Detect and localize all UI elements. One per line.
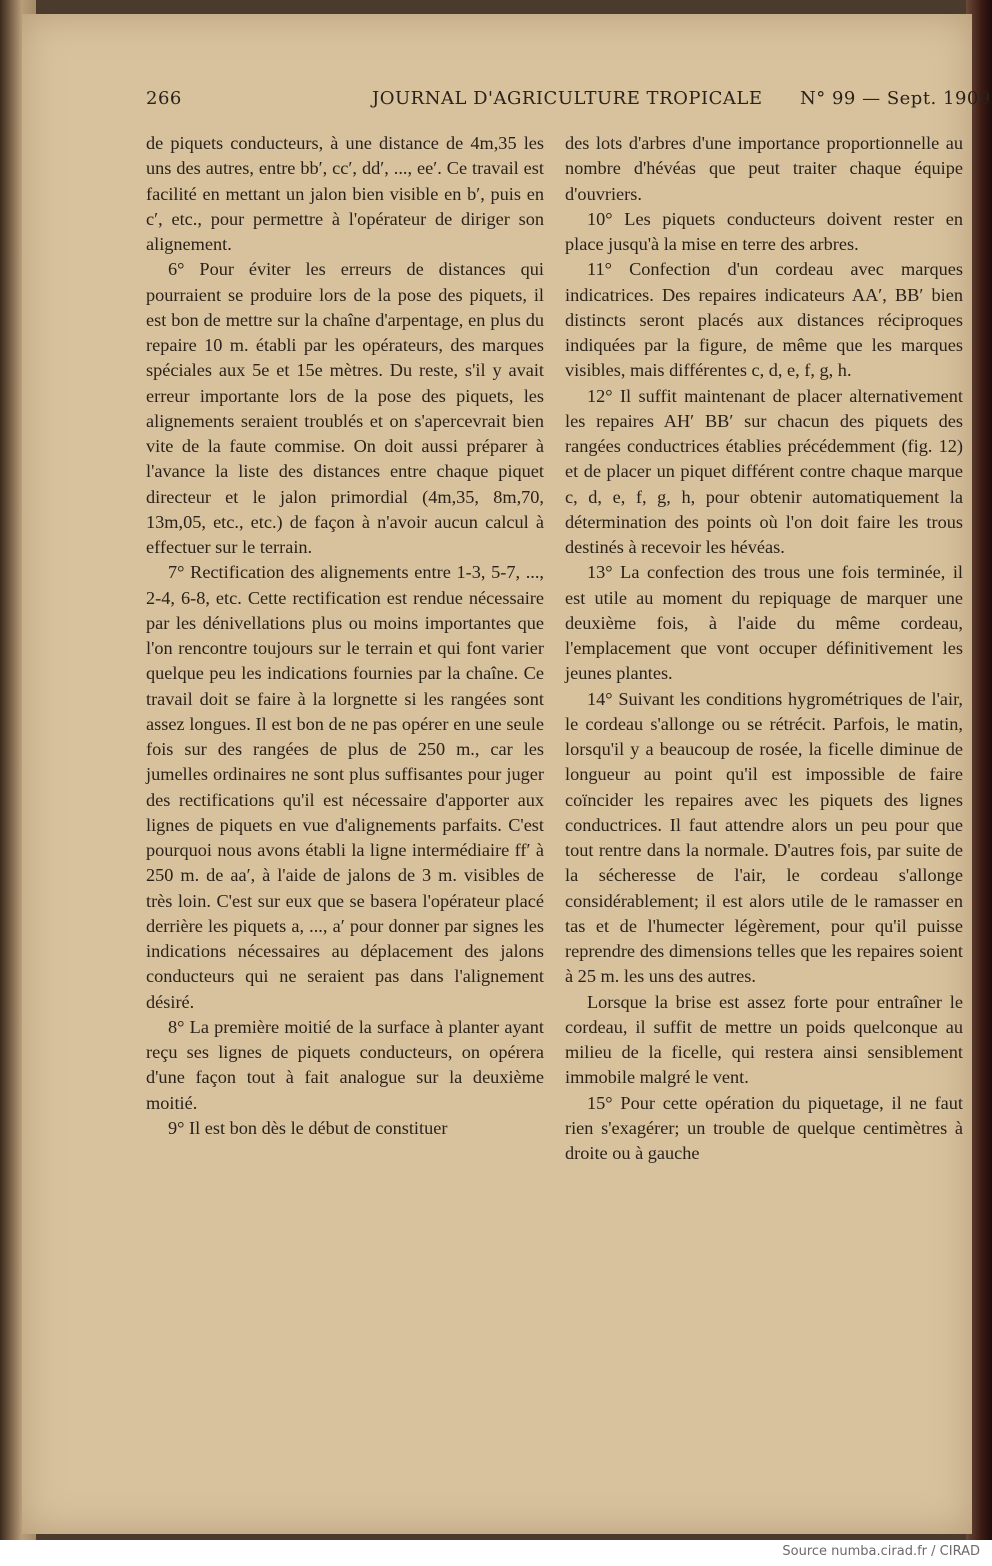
- right-paragraph-1: des lots d'arbres d'une importance proportionnelle au nombre d'hévéas que peut traiter chaque équipe d'ouvriers.: [565, 133, 963, 204]
- left-paragraph-2: 6° Pour éviter les erreurs de distances qui pourraient se produire lors de la pose des piquets, il est bon de mettre sur la chaîne d'arpentage, en plus du repaire 10 m. établi par les opérateurs, des marques spéciales aux 5e et 15e mètres. Du reste, s'il y avait erreur importante lors de la pose des piquets, les alignements seraient troublés et on s'apercevrait bien vite de la faute commise. On doit aussi préparer à l'avance la liste des distances entre chaque piquet directeur et le jalon primordial (4m,35, 8m,70, 13m,05, etc., etc.) de façon à n'avoir aucun calcul à effectuer sur le terrain.: [146, 259, 544, 557]
- journal-title: JOURNAL D'AGRICULTURE TROPICALE: [372, 88, 763, 109]
- right-paragraph-6: 14° Suivant les conditions hygrométriques de l'air, le cordeau s'allonge ou se rétrécit. Parfois, le matin, lorsqu'il y a beaucoup de rosée, la ficelle diminue de longueur au point qu'il est impossible de faire coïncider les repaires avec les piquets des lignes conductrices. Il faut attendre alors un peu pour que tout rentre dans la normale. D'autres fois, par suite de la sécheresse de l'air, le cordeau s'allonge considérablement; il est alors utile de le ramasser en tas et de l'humecter légèrement, pour qu'il puisse reprendre des dimensions telles que les repaires soient à 25 m. les uns des autres.: [565, 688, 963, 987]
- left-paragraph-5: 9° Il est bon dès le début de constituer: [168, 1117, 448, 1138]
- right-paragraph-8: 15° Pour cette opération du piquetage, il ne faut rien s'exagérer; un trouble de quelque centimètres à droite ou à gauche: [565, 1092, 963, 1163]
- right-paragraph-7: Lorsque la brise est assez forte pour entraîner le cordeau, il suffit de mettre un poids quelconque au milieu de la ficelle, qui restera ainsi sensiblement immobile malgré le vent.: [565, 991, 963, 1088]
- left-paragraph-4: 8° La première moitié de la surface à planter ayant reçu ses lignes de piquets conducteurs, on opérera d'une façon tout à fait analogue sur la deuxième moitié.: [146, 1016, 544, 1113]
- issue-label: N° 99 — Sept. 1909: [800, 88, 991, 109]
- left-paragraph-1: de piquets conducteurs, à une distance de 4m,35 les uns des autres, entre bb′, cc′, dd′, ..., ee′. Ce travail est facilité en mettant un jalon bien visible en b′, puis en c′, etc., pour permettre à l'opérateur de diriger son alignement.: [146, 133, 544, 254]
- source-credit: Source numba.cirad.fr / CIRAD: [782, 1544, 980, 1559]
- right-text-column: [565, 131, 963, 1166]
- left-text-column: [146, 131, 544, 1141]
- page-number: 266: [146, 88, 182, 109]
- right-paragraph-2: 10° Les piquets conducteurs doivent rester en place jusqu'à la mise en terre des arbres.: [565, 208, 963, 254]
- right-paragraph-4: 12° Il suffit maintenant de placer alternativement les repaires AH′ BB′ sur chacun des piquets des rangées conductrices établies précédemment (fig. 12) et de placer un piquet différent contre chaque marque c, d, e, f, g, h, pour obtenir automatiquement la détermination des points où l'on doit faire les trous destinés à recevoir les hévéas.: [565, 385, 963, 557]
- right-paragraph-5: 13° La confection des trous une fois terminée, il est utile au moment du repiquage de marquer une deuxième fois, à l'aide du même cordeau, l'emplacement que vont occuper définitivement les jeunes plantes.: [565, 562, 963, 684]
- left-paragraph-3: 7° Rectification des alignements entre 1-3, 5-7, ..., 2-4, 6-8, etc. Cette rectification est rendue nécessaire par les dénivellations plus ou moins importantes que l'on rencontre toujours sur le terrain et qui font varier quelque peu les indications fournies par la chaîne. Ce travail doit se faire à la lorgnette si les rangées sont assez longues. Il est bon de ne pas opérer en une seule fois sur des rangées de plus de 250 m., car les jumelles ordinaires ne sont plus suffisantes pour juger des rectifications qu'il est nécessaire d'apporter aux lignes de piquets en vue d'alignements parfaits. C'est pourquoi nous avons établi la ligne intermédiaire ff′ à 250 m. de aa′, à l'aide de jalons de 3 m. visibles de très loin. C'est sur eux que se basera l'opérateur placé derrière les piquets a, ..., a′ pour donner par signes les indications nécessaires au déplacement des jalons conducteurs qui ne seraient pas dans l'alignement désiré.: [146, 562, 544, 1012]
- right-paragraph-3: 11° Confection d'un cordeau avec marques indicatrices. Des repaires indicateurs AA′, BB′ bien distincts seront placés aux distances réciproques indiquées par la figure, de même que les marques visibles, mais différentes c, d, e, f, g, h.: [565, 259, 963, 381]
